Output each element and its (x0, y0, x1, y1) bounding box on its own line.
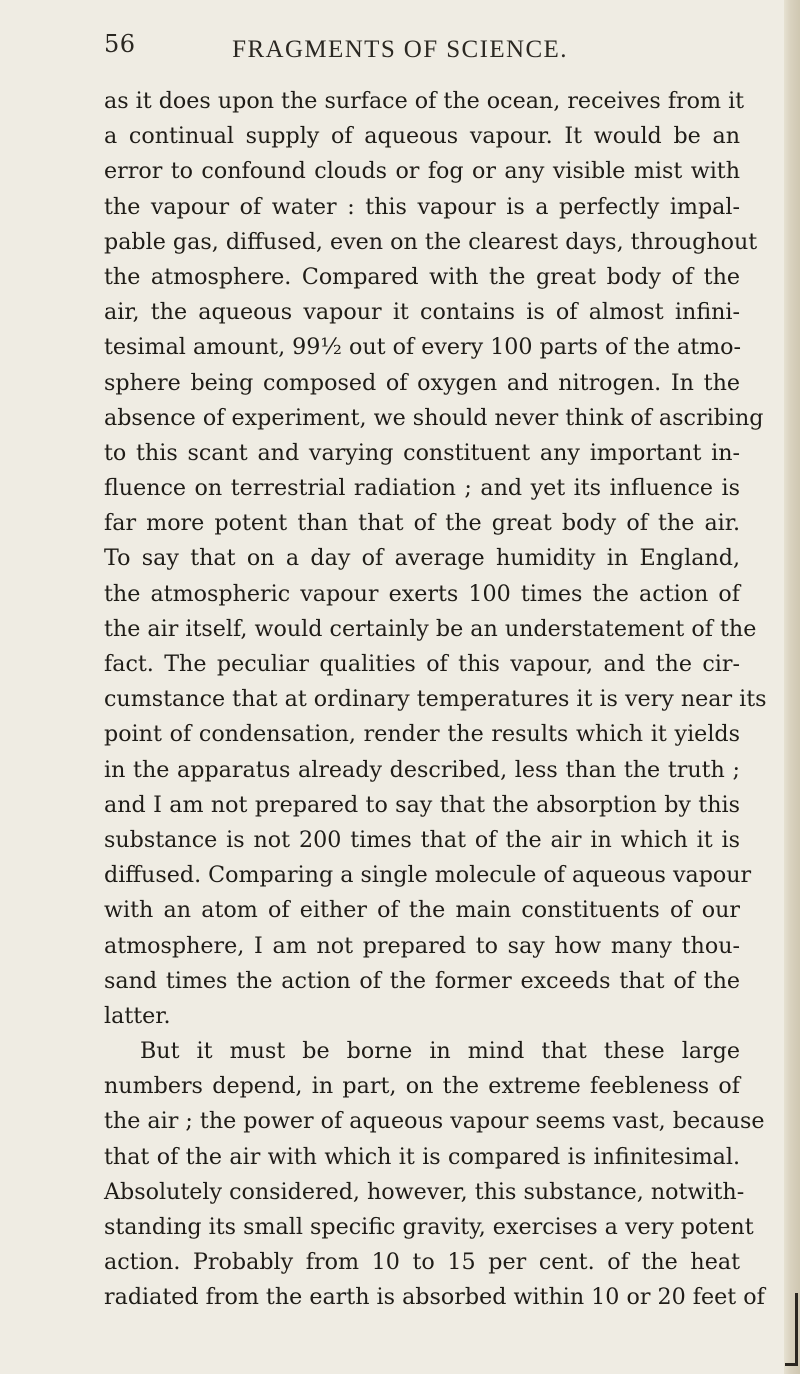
text-line: radiated from the earth is absorbed within 10 or 20 feet of (104, 1284, 765, 1311)
text-line: and I am not prepared to say that the absorption by this (104, 791, 740, 818)
text-line: the air ; the power of aqueous vapour seems vast, because (104, 1108, 765, 1135)
text-line: error to confound clouds or fog or any visible mist with (104, 158, 740, 185)
paragraph-end-line: latter. (104, 1002, 171, 1029)
text-line: substance is not 200 times that of the air in which it is (104, 826, 740, 853)
text-line: the vapour of water : this vapour is a perfectly impal- (104, 193, 740, 220)
text-line: as it does upon the surface of the ocean, receives from it (104, 88, 745, 114)
page-number: 56 (104, 30, 136, 58)
text-line: the air itself, would certainly be an understatement of the (104, 615, 757, 642)
text-line: the atmosphere. Compared with the great body of the (104, 263, 740, 290)
text-line: air, the aqueous vapour it contains is of almost infini- (104, 299, 740, 326)
text-line: standing its small specific gravity, exercises a very potent (104, 1214, 754, 1240)
text-line: with an atom of either of the main constituents of our (104, 897, 740, 924)
page-corner-mark (785, 1293, 798, 1366)
text-line: diffused. Comparing a single molecule of aqueous vapour (104, 862, 752, 889)
paragraph-start-line: But it must be borne in mind that these large (140, 1038, 740, 1065)
text-line: far more potent than that of the great body of the air. (104, 510, 740, 537)
text-line: cumstance that at ordinary temperatures it is very near its (104, 686, 767, 713)
text-line: in the apparatus already described, less than the truth ; (104, 756, 740, 783)
page-edge-shadow (784, 0, 800, 1374)
text-line: action. Probably from 10 to 15 per cent. of the heat (104, 1249, 740, 1276)
text-line: that of the air with which it is compared is infinitesimal. (104, 1143, 740, 1170)
text-line: absence of experiment, we should never think of ascribing (104, 404, 764, 431)
body-text (104, 84, 767, 1316)
text-line: numbers depend, in part, on the extreme feebleness of (104, 1073, 740, 1100)
text-line: sand times the action of the former exceeds that of the (104, 967, 740, 994)
text-line: point of condensation, render the results which it yields (104, 721, 740, 748)
text-line: atmosphere, I am not prepared to say how many thou- (104, 932, 740, 959)
text-line: sphere being composed of oxygen and nitrogen. In the (104, 369, 740, 396)
running-head: FRAGMENTS OF SCIENCE. (232, 36, 568, 63)
text-line: To say that on a day of average humidity in England, (104, 545, 740, 572)
text-line: tesimal amount, 99½ out of every 100 parts of the atmo- (104, 334, 742, 361)
text-line: a continual supply of aqueous vapour. It would be an (104, 123, 740, 150)
text-line: Absolutely considered, however, this substance, notwith- (104, 1178, 745, 1205)
text-line: fact. The peculiar qualities of this vapour, and the cir- (104, 651, 740, 677)
text-line: the atmospheric vapour exerts 100 times the action of (104, 580, 740, 607)
text-line: to this scant and varying constituent any important in- (104, 439, 740, 466)
text-line: fluence on terrestrial radiation ; and yet its influence is (104, 475, 740, 502)
text-line: pable gas, diffused, even on the clearest days, throughout (104, 228, 758, 255)
